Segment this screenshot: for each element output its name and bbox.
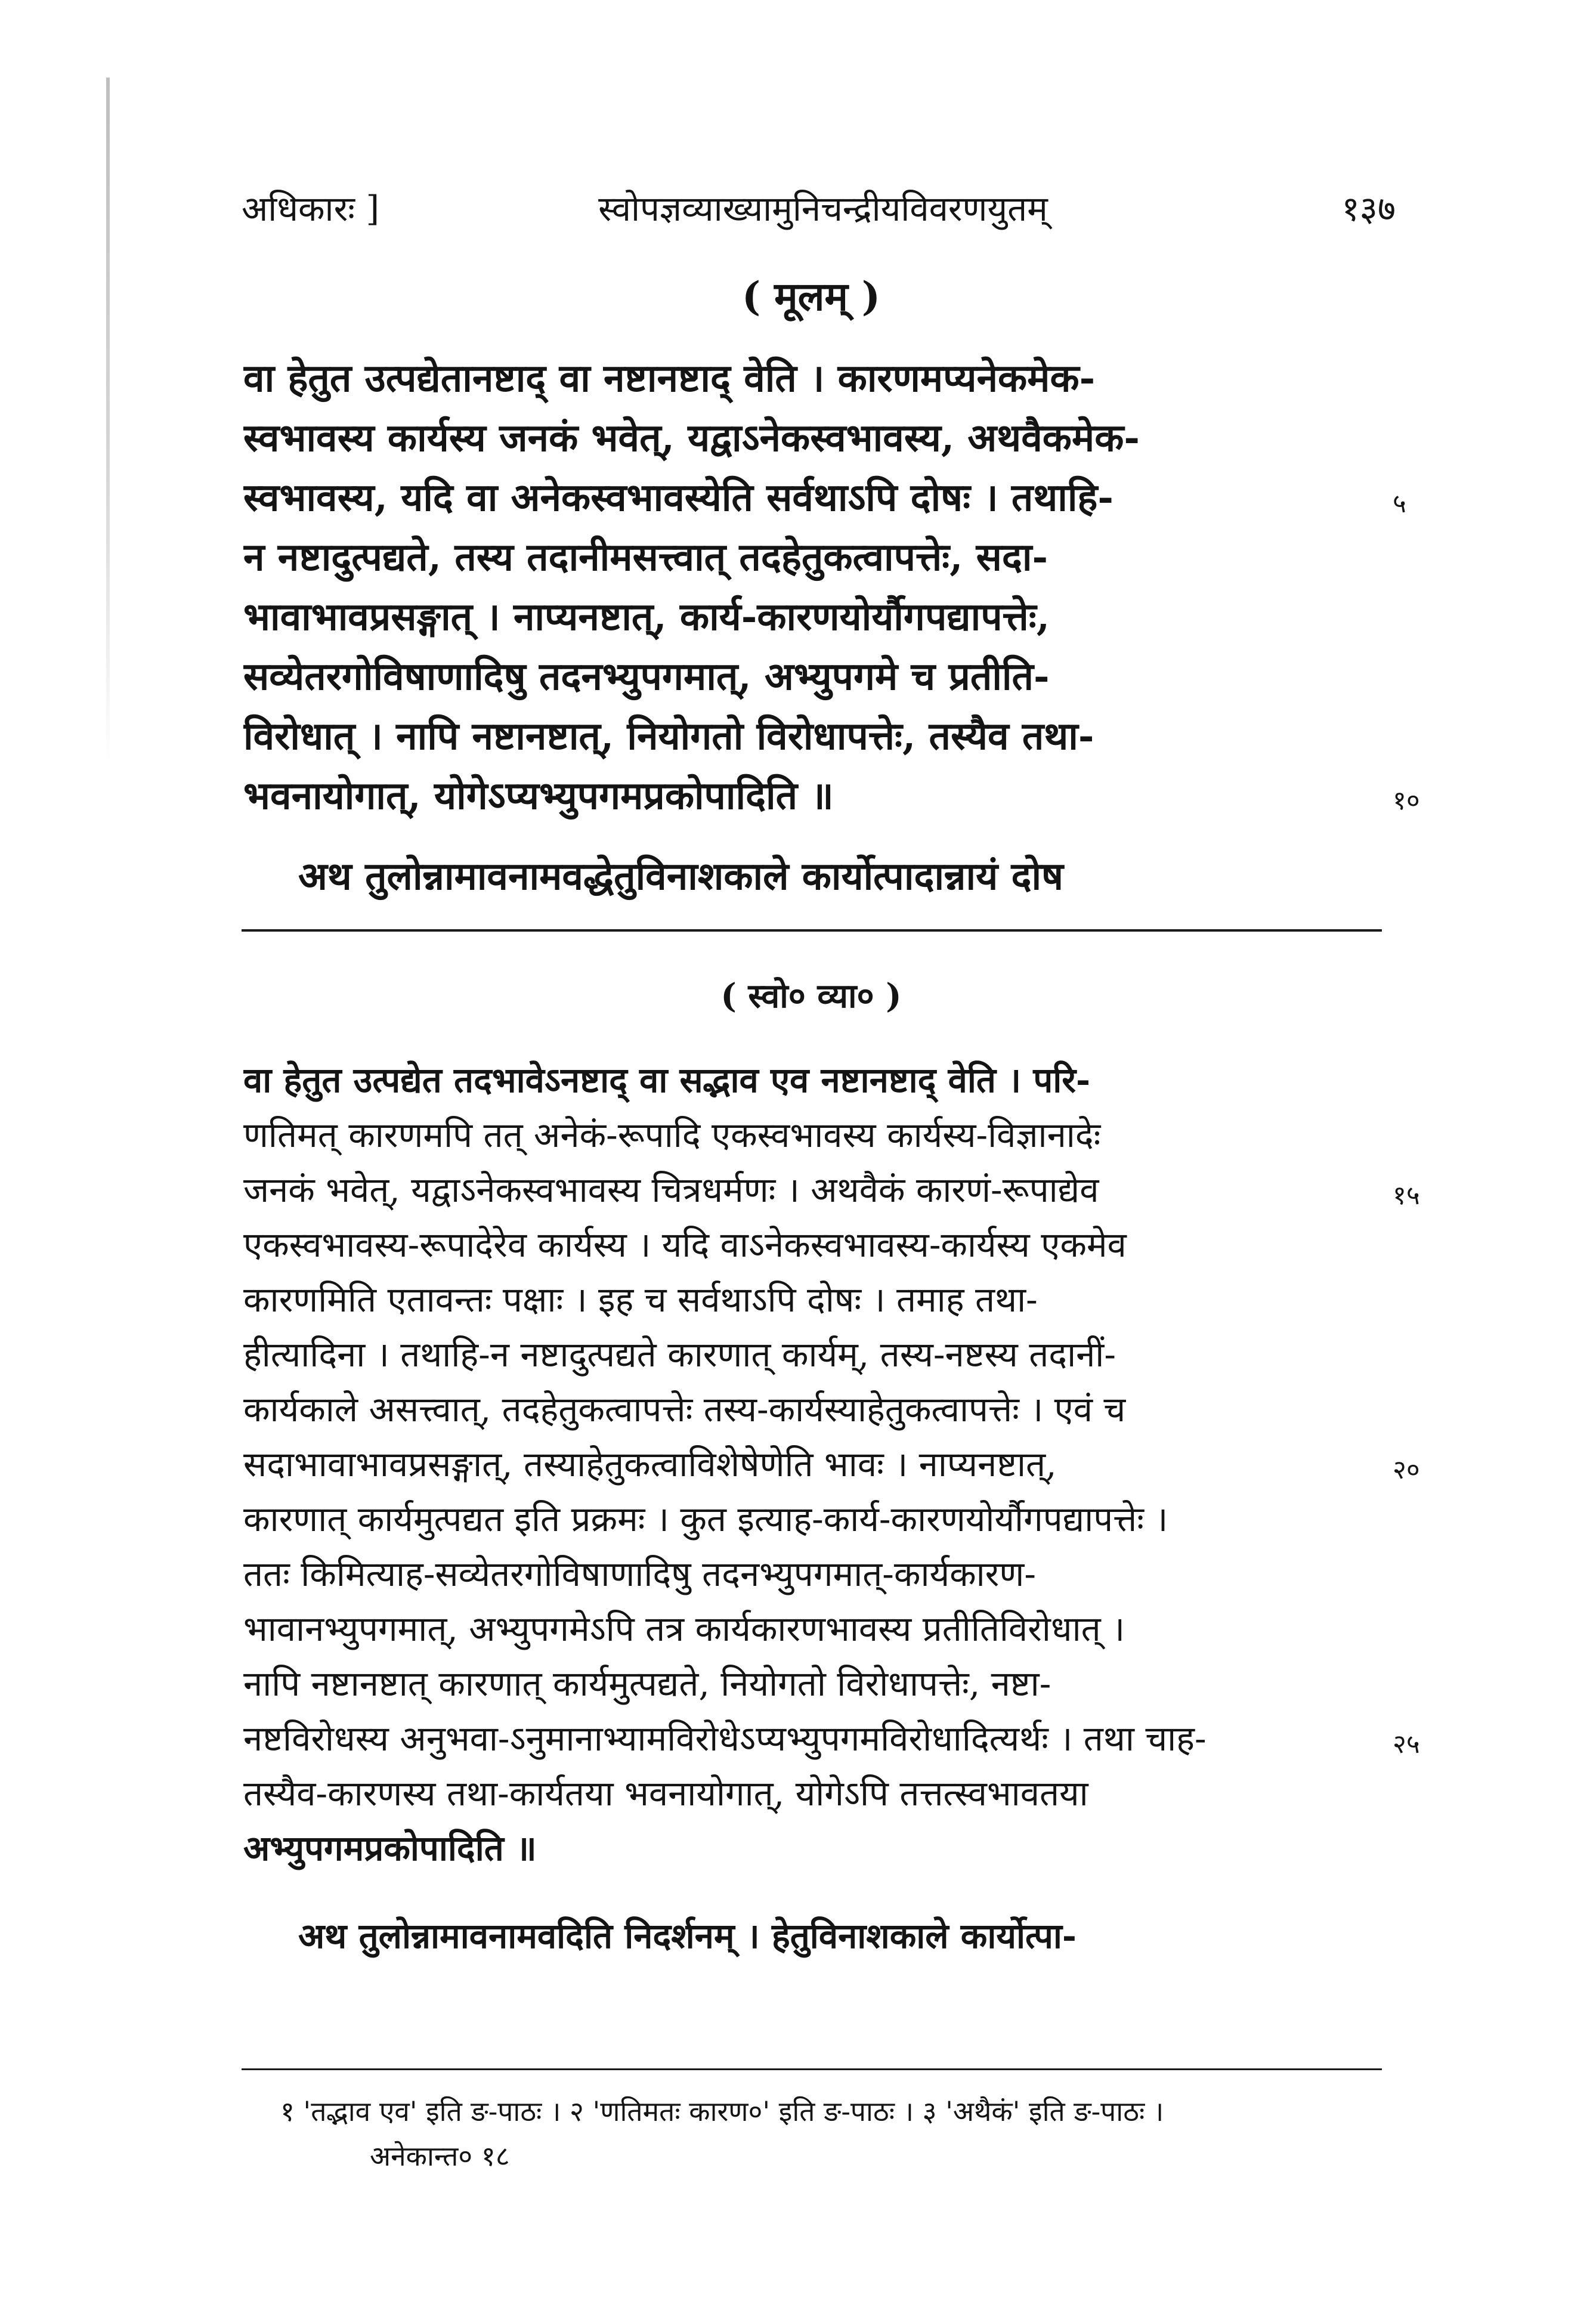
commentary-line-10: ततः किमित्याह-सव्येतरगोविषाणादिषु तदनभ्युपगमात्-कार्यकारण- — [243, 1554, 1036, 1594]
commentary-heading: ( स्वो० व्या० ) — [720, 976, 902, 1016]
mulam-line-1: वा हेतुत उत्पद्येतानष्टाद् वा नष्टानष्टाद् वेति । कारणमप्यनेकमेक- — [243, 356, 1096, 401]
scan-margin-mark — [106, 78, 110, 763]
commentary-line-11: भावानभ्युपगमात्, अभ्युपगमेऽपि तत्र कार्यकारणभावस्य प्रतीतिविरोधात् । — [243, 1609, 1125, 1649]
commentary-line-13: नष्टविरोधस्य अनुभवा-ऽनुमानाभ्यामविरोधेऽप्यभ्युपगमविरोधादित्यर्थः । तथा चाह- — [243, 1718, 1207, 1759]
line-number-5: ५ — [1393, 488, 1406, 519]
commentary-line-5: कारणमिति एतावन्तः पक्षाः । इह च सर्वथाऽपि दोषः । तमाह तथा- — [243, 1279, 1038, 1320]
header-title: स्वोपज्ञव्याख्यामुनिचन्द्रीयविवरणयुतम् — [598, 188, 1048, 229]
commentary-line-12: नापि नष्टानष्टात् कारणात् कार्यमुत्पद्यते, नियोगतो विरोधापत्तेः, नष्टा- — [243, 1663, 1051, 1704]
commentary-line-3: जनकं भवेत्, यद्वाऽनेकस्वभावस्य चित्रधर्मणः । अथवैकं कारणं-रूपाद्येव — [243, 1170, 1099, 1210]
mulam-line-4: न नष्टादुत्पद्यते, तस्य तदानीमसत्त्वात् तदहेतुकत्वापत्तेः, सदा- — [243, 535, 1048, 580]
commentary-line-16: अथ तुलोन्नामावनामवदिति निदर्शनम् । हेतुविनाशकाले कार्योत्पा- — [298, 1916, 1077, 1956]
line-number-10: १० — [1393, 785, 1420, 816]
mulam-line-5: भावाभावप्रसङ्गात् । नाप्यनष्टात्, कार्य-कारणयोर्यौगपद्यापत्तेः, — [243, 595, 1050, 639]
mulam-line-6: सव्येतरगोविषाणादिषु तदनभ्युपगमात्, अभ्युपगमे च प्रतीति- — [243, 654, 1050, 699]
line-number-15: १५ — [1393, 1180, 1420, 1211]
page-number: १३७ — [1341, 188, 1396, 229]
mulam-line-8: भवनायोगात्, योगेऽप्यभ्युपगमप्रकोपादिति ॥ — [243, 774, 834, 818]
commentary-line-15: अभ्युपगमप्रकोपादिति ॥ — [243, 1828, 537, 1869]
commentary-line-7: कार्यकाले असत्त्वात्, तदहेतुकत्वापत्तेः तस्य-कार्यस्याहेतुकत्वापत्तेः । एवं च — [243, 1389, 1126, 1430]
mulam-line-7: विरोधात् । नापि नष्टानष्टात्, नियोगतो विरोधापत्तेः, तस्यैव तथा- — [243, 714, 1094, 759]
section-divider — [242, 929, 1382, 932]
commentary-line-8: सदाभावाभावप्रसङ्गात्, तस्याहेतुकत्वाविशेषेणेति भावः । नाप्यनष्टात्, — [243, 1444, 1057, 1484]
mulam-line-9: अथ तुलोन्नामावनामवद्धेतुविनाशकाले कार्योत्पादान्नायं दोष — [298, 854, 1064, 899]
line-number-20: २० — [1393, 1455, 1420, 1485]
commentary-line-2: णतिमत् कारणमपि तत् अनेकं-रूपादि एकस्वभावस्य कार्यस्य-विज्ञानादेः — [243, 1115, 1101, 1155]
mulam-line-2: स्वभावस्य कार्यस्य जनकं भवेत्, यद्वाऽनेकस्वभावस्य, अथवैकमेक- — [243, 416, 1140, 460]
commentary-line-6: हीत्यादिना । तथाहि-न नष्टादुत्पद्यते कारणात् कार्यम्, तस्य-नष्टस्य तदानीं- — [243, 1334, 1116, 1375]
commentary-line-14: तस्यैव-कारणस्य तथा-कार्यतया भवनायोगात्, योगेऽपि तत्तत्स्वभावतया — [243, 1773, 1088, 1814]
signature-mark: अनेकान्त० १८ — [370, 2140, 510, 2172]
header-adhikara: अधिकारः ] — [242, 188, 380, 229]
mulam-heading: ( मूलम् ) — [741, 273, 881, 320]
mulam-line-3: स्वभावस्य, यदि वा अनेकस्वभावस्येति सर्वथाऽपि दोषः । तथाहि- — [243, 475, 1114, 520]
footnotes-text: १ 'तद्भाव एव' इति ङ-पाठः । २ 'णतिमतः कारण०' इति ङ-पाठः । ३ 'अथैकं' इति ङ-पाठः । — [280, 2095, 1164, 2127]
commentary-line-9: कारणात् कार्यमुत्पद्यत इति प्रक्रमः । कुत इत्याह-कार्य-कारणयोर्यौगपद्यापत्तेः । — [243, 1499, 1168, 1539]
footnote-divider — [242, 2068, 1382, 2070]
commentary-line-4: एकस्वभावस्य-रूपादेरेव कार्यस्य । यदि वाऽनेकस्वभावस्य-कार्यस्य एकमेव — [243, 1224, 1127, 1265]
commentary-line-1: वा हेतुत उत्पद्येत तदभावेऽनष्टाद् वा सद्भाव एव नष्टानष्टाद् वेति । परि- — [243, 1060, 1091, 1100]
line-number-25: २५ — [1393, 1729, 1420, 1759]
